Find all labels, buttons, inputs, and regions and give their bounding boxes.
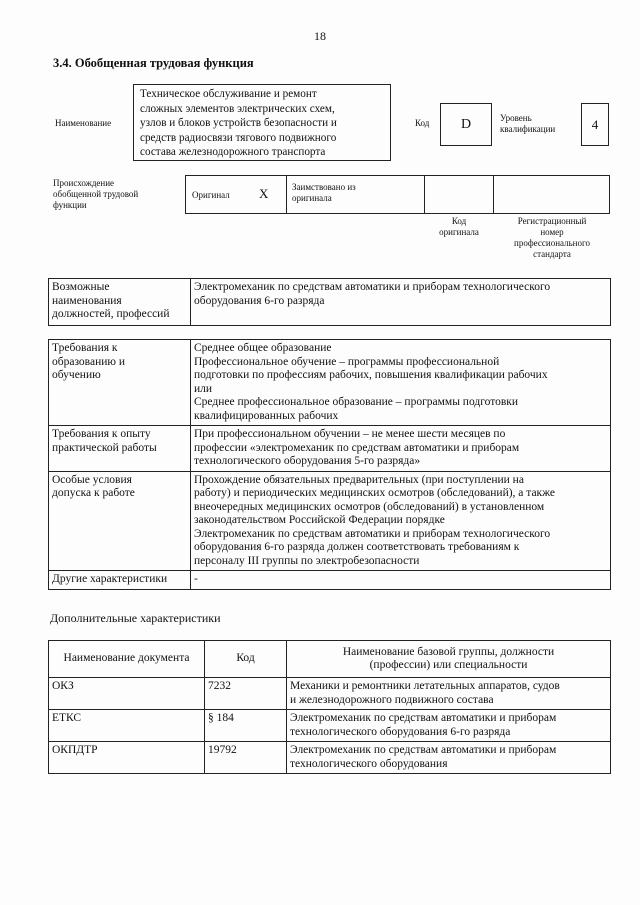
- additional-title: Дополнительные характеристики: [50, 611, 221, 625]
- requirement-row: [49, 340, 611, 426]
- name-value-box: [133, 84, 391, 161]
- group-name: Электромеханик по средствам автоматики и приборам технологического оборудования: [287, 742, 611, 774]
- code-label: Код: [415, 118, 430, 128]
- group-name: Электромеханик по средствам автоматики и приборам технологического оборудования 6-го разряда: [287, 710, 611, 742]
- doc-name: ОКЗ: [49, 678, 205, 710]
- doc-code: 7232: [205, 678, 287, 710]
- requirement-value: Прохождение обязательных предварительных (при поступлении на работу) и периодических медицинских осмотров (обследований), а также внеочередных медицинских осмотров (обследований) в установленном законодательством Российской Федерации порядке Электромеханик по средствам автоматики и приборам технологического оборудования 6-го разряда должен соответствовать требованиям к персоналу III группы по электробезопасности: [191, 471, 611, 571]
- origin-label: Происхождение обобщенной трудовой функции: [53, 178, 139, 210]
- additional-row: [49, 678, 611, 710]
- origin-row: [185, 175, 610, 214]
- reg-number-caption: Регистрационный номер профессионального стандарта: [514, 216, 590, 259]
- requirement-label: Особые условия допуска к работе: [49, 471, 191, 571]
- additional-table: [48, 640, 611, 774]
- page-number: 18: [314, 29, 326, 43]
- requirement-row: [49, 471, 611, 571]
- doc-code: 19792: [205, 742, 287, 774]
- code-value: D: [440, 103, 492, 146]
- positions-label: Возможные наименования должностей, профессий: [49, 279, 191, 326]
- original-label: Оригинал: [192, 190, 230, 200]
- section-title: 3.4. Обобщенная трудовая функция: [53, 56, 254, 70]
- additional-row: [49, 742, 611, 774]
- requirement-row: [49, 426, 611, 472]
- requirement-row: [49, 571, 611, 590]
- header-document: Наименование документа: [49, 641, 205, 678]
- code-original-caption: Код оригинала: [439, 216, 479, 237]
- level-label: Уровень квалификации: [500, 113, 556, 134]
- name-value: Техническое обслуживание и ремонт сложных элементов электрических схем, узлов и блоков устройств безопасности и средств радиосвязи тягового подвижного состава железнодорожного транспорта: [140, 88, 337, 158]
- additional-row: [49, 710, 611, 742]
- name-label: Наименование: [55, 118, 112, 128]
- header-group-name: Наименование базовой группы, должности (профессии) или специальности: [287, 641, 611, 678]
- requirement-value: При профессиональном обучении – не менее шести месяцев по профессии «электромеханик по средствам автоматики и приборам технологического оборудования 5-го разряда»: [191, 426, 611, 472]
- doc-name: ОКПДТР: [49, 742, 205, 774]
- requirement-label: Другие характеристики: [49, 571, 191, 590]
- borrowed-label: Заимствовано из оригинала: [292, 182, 356, 203]
- requirement-label: Требования к образованию и обучению: [49, 340, 191, 426]
- level-value: 4: [581, 103, 609, 146]
- positions-table: [48, 278, 611, 326]
- requirements-table: [48, 339, 611, 590]
- positions-row: [49, 279, 611, 326]
- requirement-value: -: [191, 571, 611, 590]
- positions-value: Электромеханик по средствам автоматики и приборам технологического оборудования 6-го разряда: [191, 279, 611, 326]
- additional-header-row: [49, 641, 611, 678]
- header-code: Код: [205, 641, 287, 678]
- requirement-value: Среднее общее образование Профессиональное обучение – программы профессиональной подготовки по профессиям рабочих, повышения квалификации рабочих или Среднее профессиональное образование – программы подготовки квалифицированных рабочих: [191, 340, 611, 426]
- group-name: Механики и ремонтники летательных аппаратов, судов и железнодорожного подвижного состава: [287, 678, 611, 710]
- doc-name: ЕТКС: [49, 710, 205, 742]
- original-mark: X: [259, 186, 269, 201]
- doc-code: § 184: [205, 710, 287, 742]
- requirement-label: Требования к опыту практической работы: [49, 426, 191, 472]
